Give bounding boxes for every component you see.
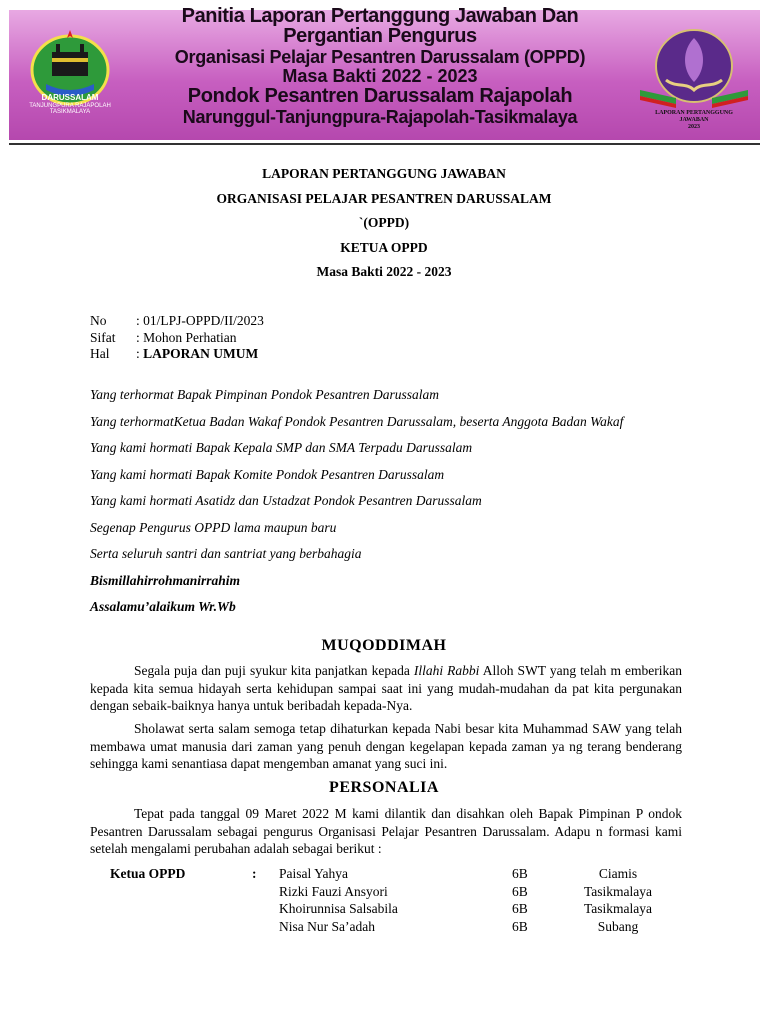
member-class: 6B <box>512 883 528 899</box>
table-row <box>110 901 670 919</box>
title-line-4: KETUA OPPD <box>340 239 428 255</box>
lpj-emblem-icon <box>636 26 752 110</box>
banner-line-5: Narunggul-Tanjungpura-Rajapolah-Tasikmalaya <box>182 107 578 127</box>
salutations <box>90 386 690 625</box>
title-line-5: Masa Bakti 2022 - 2023 <box>316 264 452 279</box>
muqoddimah-p1-end: Alloh SWT yang telah m emberikan kepada kita semua hidayah serta kehidupan sampai saat ini yang mudah-mudahan da pat kita pergunakan dengan sebaik-baiknya hanya untuk beribadah kepada-Nya. <box>90 663 682 713</box>
greeting-line: Assalamu’alaikum Wr.Wb <box>90 599 236 614</box>
table-row <box>110 866 670 884</box>
member-city: Subang <box>597 918 639 934</box>
member-class: 6B <box>512 901 528 916</box>
table-row <box>110 919 670 937</box>
ref-number-key: No <box>90 313 107 328</box>
member-name: Khoirunnisa Salsabila <box>279 901 398 916</box>
salutation-line: Serta seluruh santri dan santriat yang berbahagia <box>90 546 362 561</box>
member-city: Tasikmalaya <box>583 901 653 916</box>
salutation-line: Yang terhormat Bapak Pimpinan Pondok Pesantren Darussalam <box>90 387 439 402</box>
salutation-line: Yang terhormatKetua Badan Wakaf Pondok Pesantren Darussalam, beserta Anggota Badan Wakaf <box>90 413 624 429</box>
member-name: Nisa Nur Sa’adah <box>279 918 375 934</box>
member-class: 6B <box>512 866 528 881</box>
left-logo-caption <box>20 94 120 116</box>
banner-line-4: Pondok Pesantren Darussalam Rajapolah <box>187 85 573 107</box>
member-city: Tasikmalaya <box>583 883 653 899</box>
ref-subject-text: LAPORAN UMUM <box>143 346 259 361</box>
salutation-line: Segenap Pengurus OPPD lama maupun baru <box>90 519 337 535</box>
right-logo-caption <box>640 110 748 132</box>
ref-nature-row <box>90 330 264 347</box>
right-logo-year: 2023 <box>688 124 700 131</box>
left-logo-name: DARUSSALAM <box>41 93 99 102</box>
muqoddimah-p1-start: Segala puja dan puji syukur kita panjatkan kepada <box>134 663 414 678</box>
ref-subject-row <box>90 346 264 363</box>
muqoddimah-p2-text: Sholawat serta salam semoga tetap dihaturkan kepada Nabi besar kita Muhammad SAW yang telah membawa umat manusia dari zaman yang penuh dengan kegelapan kepada zaman ya ng terang benderang sehingga kami senantiasa dapat mengemban amanat yang suci ini. <box>90 721 682 771</box>
banner-line-2: Organisasi Pelajar Pesantren Darussalam (OPPD) <box>174 47 586 67</box>
personalia-p1-text: Tepat pada tanggal 09 Maret 2022 M kami dilantik dan disahkan oleh Bapak Pimpinan P ondok Pesantren Darussalam sebagai pengurus Organisasi Pelajar Pesantren Darussalam. Adapu n formasi kami setelah mengalami perubahan adalah sebagai berikut : <box>90 806 682 856</box>
muqoddimah-heading: MUQODDIMAH <box>321 637 447 654</box>
member-name: Paisal Yahya <box>279 866 349 881</box>
left-logo-sub: TANJUNGPURA RAJAPOLAH TASIKMALAYA <box>29 102 111 116</box>
personalia-paragraph <box>90 805 682 858</box>
ref-nature-value: : Mohon Perhatian <box>136 329 237 345</box>
roster-table <box>110 866 670 936</box>
role-label: Ketua OPPD <box>110 866 186 881</box>
member-name: Rizki Fauzi Ansyori <box>279 883 388 899</box>
banner-line-3: Masa Bakti 2022 - 2023 <box>282 66 478 86</box>
document-title <box>0 166 768 289</box>
muqoddimah-paragraph-1 <box>90 662 682 715</box>
bismillah-line: Bismillahirrohmanirrahim <box>90 572 241 588</box>
banner-line-1: Panitia Laporan Pertanggung Jawaban Dan Pergantian Pengurus <box>181 5 579 47</box>
ref-subject-value <box>136 346 258 363</box>
reference-info <box>90 313 264 363</box>
header-divider <box>9 143 760 145</box>
ref-subject-key: Hal <box>90 346 110 361</box>
title-line-3: `(OPPD) <box>358 215 410 230</box>
muqoddimah-paragraph-2 <box>90 720 682 773</box>
ref-number-value: : 01/LPJ-OPPD/II/2023 <box>136 313 264 328</box>
title-line-2: ORGANISASI PELAJAR PESANTREN DARUSSALAM <box>216 190 552 206</box>
role-colon: : <box>252 866 257 881</box>
personalia-heading: PERSONALIA <box>329 779 439 796</box>
ref-number-row <box>90 313 264 330</box>
table-row <box>110 884 670 902</box>
banner-text <box>130 6 630 126</box>
title-line-1: LAPORAN PERTANGGUNG JAWABAN <box>262 166 506 181</box>
muqoddimah-p1-italic: Illahi Rabbi <box>413 663 480 678</box>
salutation-line: Yang kami hormati Bapak Kepala SMP dan SMA Terpadu Darussalam <box>90 440 473 455</box>
right-logo-caption-text: LAPORAN PERTANGGUNG JAWABAN <box>655 110 733 124</box>
salutation-line: Yang kami hormati Asatidz dan Ustadzat Pondok Pesantren Darussalam <box>90 493 482 508</box>
member-class: 6B <box>512 918 528 934</box>
ref-subject-colon: : <box>136 346 144 361</box>
member-city: Ciamis <box>598 866 638 881</box>
ref-nature-key: Sifat <box>90 329 116 345</box>
salutation-line: Yang kami hormati Bapak Komite Pondok Pesantren Darussalam <box>90 466 445 482</box>
darussalam-logo-icon <box>20 24 120 136</box>
